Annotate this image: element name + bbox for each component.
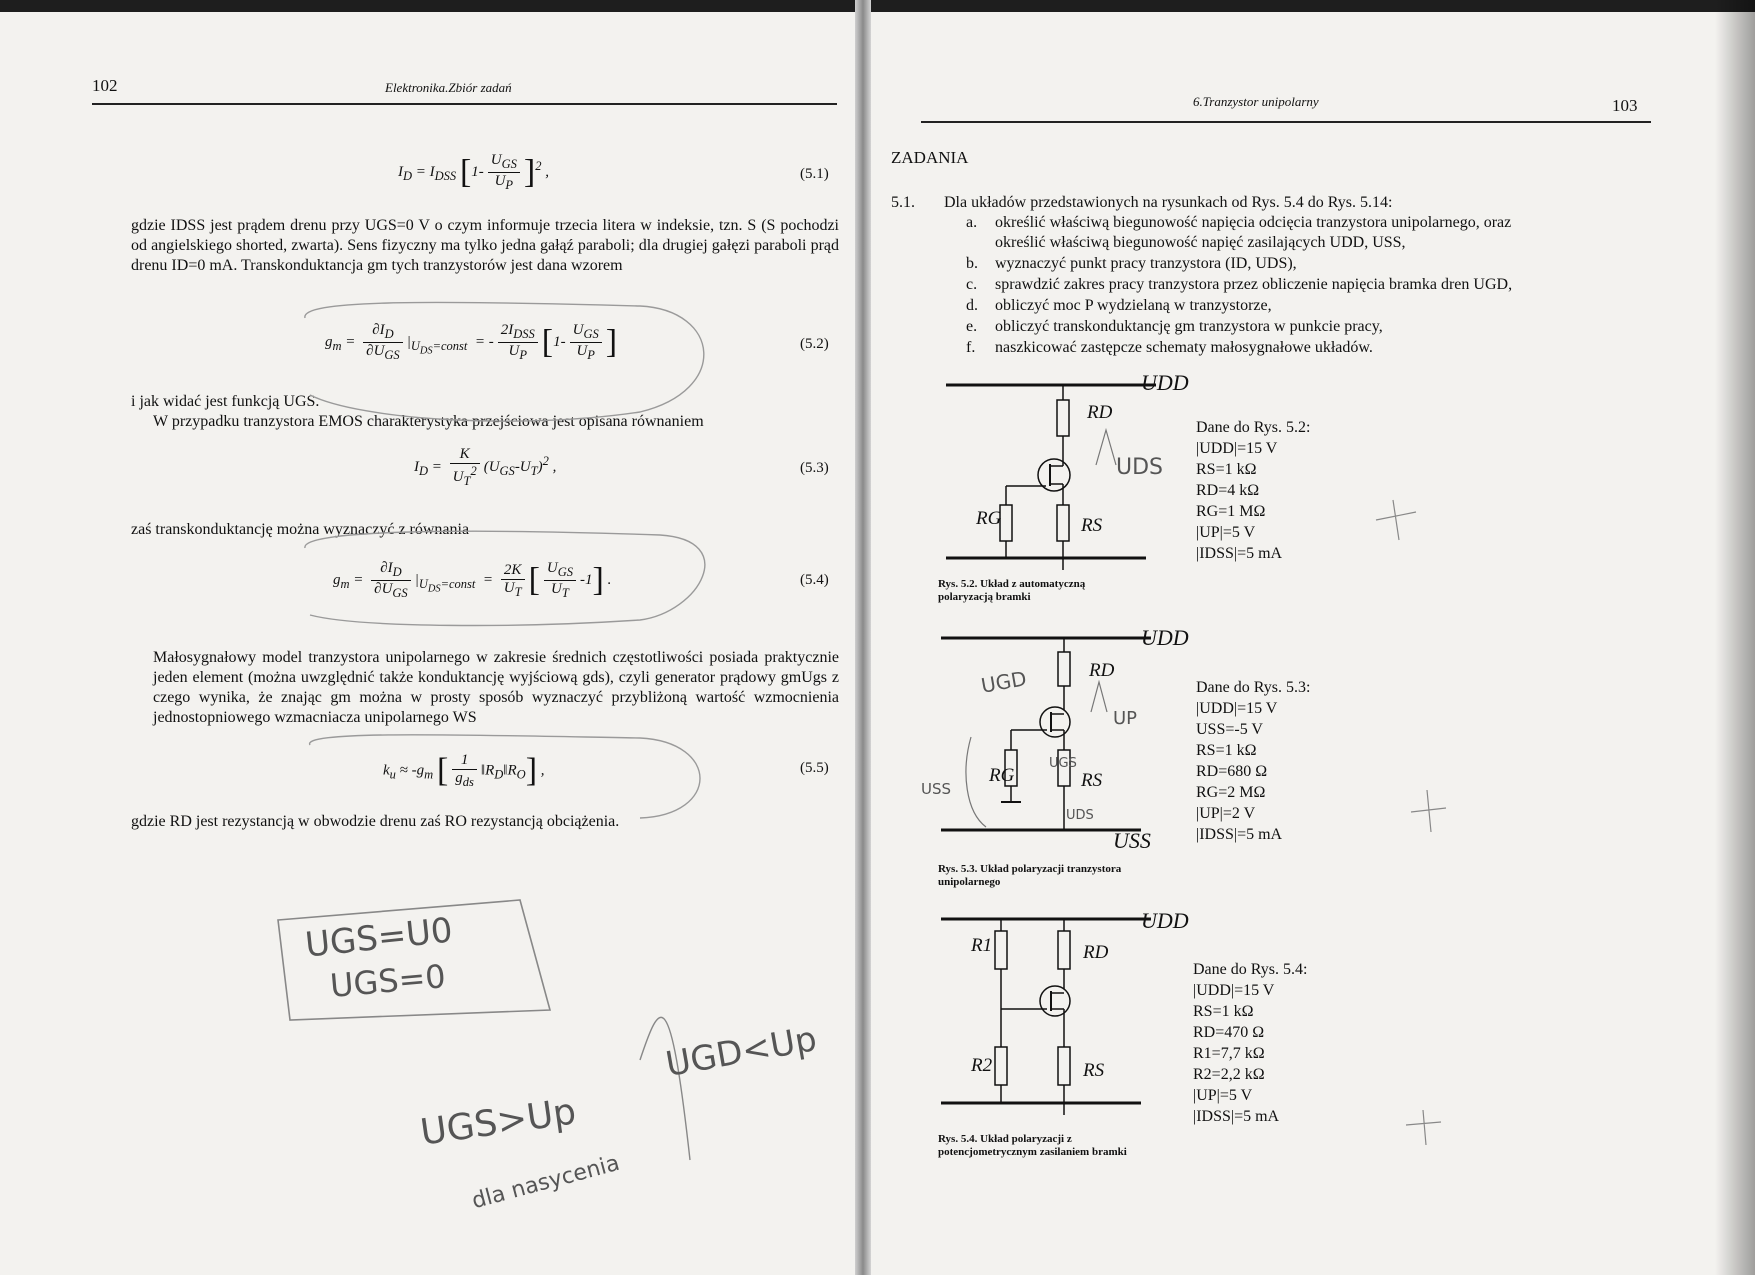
left-page <box>0 0 855 1275</box>
page-number: 103 <box>1612 96 1638 115</box>
handwritten-note: UP <box>1113 708 1138 729</box>
equation-number: (5.1) <box>800 166 829 182</box>
subtask-text: sprawdzić zakres pracy tranzystora przez obliczenie napięcia bramka dren UGD, <box>995 276 1513 293</box>
given-value: RG=2 MΩ <box>1196 784 1266 801</box>
given-value: RD=4 kΩ <box>1196 482 1260 499</box>
equation-number: (5.3) <box>800 460 829 476</box>
given-value: |UP|=5 V <box>1193 1087 1253 1104</box>
subtask-letter: a. <box>966 214 978 231</box>
equation-5-2: $g_m$ = $\frac{\partial I_D}{\partial U_{GS}}$ $|_{U_{DS}=const}$ = - $\frac{2I_{DSS}}{U_P}$ [1- $\frac{U_{GS}}{U_P}$ ] <box>325 322 618 362</box>
subtask-letter: e. <box>966 318 978 335</box>
paragraph: zaś transkonduktancję można wyznaczyć z równania <box>131 521 470 538</box>
given-value: |UDD|=15 V <box>1193 982 1275 999</box>
resistor-label: R2 <box>971 1055 993 1076</box>
resistor-label: RG <box>989 765 1015 786</box>
given-value: R1=7,7 kΩ <box>1193 1045 1265 1062</box>
paragraph: i jak widać jest funkcją UGS. <box>131 393 320 410</box>
pencil-crosses <box>871 0 1755 1275</box>
equation-number: (5.5) <box>800 760 829 776</box>
handwritten-note: UDS <box>1116 455 1164 480</box>
resistor-label: RD <box>1083 942 1109 963</box>
supply-label: UDD <box>1141 625 1189 650</box>
resistor-label: RD <box>1089 660 1115 681</box>
given-value: |UP|=2 V <box>1196 805 1256 822</box>
given-title: Dane do Rys. 5.3: <box>1196 679 1311 696</box>
handwritten-note: UDS <box>1066 808 1094 823</box>
right-page <box>871 0 1755 1275</box>
task-number: 5.1. <box>891 194 915 211</box>
handwritten-note: UGS=U0 <box>303 910 455 966</box>
task-intro: Dla układów przedstawionych na rysunkach od Rys. 5.4 do Rys. 5.14: <box>944 194 1393 211</box>
equation-5-3: $I_D$ = $\frac{K}{U_T^2}$ $(U_{GS}-U_T)^2$ , <box>414 446 557 488</box>
given-value: RD=680 Ω <box>1196 763 1268 780</box>
subtask-text: wyznaczyć punkt pracy tranzystora (ID, UDS), <box>995 255 1297 272</box>
paragraph: gdzie RD jest rezystancją w obwodzie drenu zaś RO rezystancją obciążenia. <box>131 813 620 830</box>
given-value: |IDSS|=5 mA <box>1193 1108 1280 1125</box>
equation-number: (5.4) <box>800 572 829 588</box>
subtask-letter: c. <box>966 276 978 293</box>
given-value: |UP|=5 V <box>1196 524 1256 541</box>
given-value: |UDD|=15 V <box>1196 700 1278 717</box>
given-value: R2=2,2 kΩ <box>1193 1066 1265 1083</box>
given-value: RS=1 kΩ <box>1193 1003 1254 1020</box>
figure-caption: Rys. 5.4. Układ polaryzacji z potencjometrycznym zasilaniem bramki <box>938 1133 1127 1158</box>
book-gutter <box>855 0 871 1275</box>
handwritten-note: USS <box>921 780 952 798</box>
supply-label: USS <box>1113 828 1151 853</box>
resistor-label: RS <box>1083 1060 1105 1081</box>
running-head: 6.Tranzystor unipolarny <box>1193 94 1319 109</box>
handwritten-note: UGD<Up <box>662 1019 820 1085</box>
subtask-letter: d. <box>966 297 978 314</box>
given-value: RG=1 MΩ <box>1196 503 1266 520</box>
equation-5-5: $k_u \approx -g_m$ [ $\frac{1}{g_{ds}}$ $‖R_D‖R_O$] , <box>383 752 545 789</box>
subtask-text: obliczyć moc P wydzielaną w tranzystorze, <box>995 297 1272 314</box>
given-value: RS=1 kΩ <box>1196 742 1257 759</box>
equation-number: (5.2) <box>800 336 829 352</box>
given-title: Dane do Rys. 5.2: <box>1196 419 1311 436</box>
section-title: ZADANIA <box>891 148 969 167</box>
resistor-label: RG <box>976 508 1002 529</box>
figure-caption: Rys. 5.3. Układ polaryzacji tranzystora unipolarnego <box>938 863 1122 888</box>
given-value: RS=1 kΩ <box>1196 461 1257 478</box>
equation-5-4: $g_m$ = $\frac{\partial I_D}{\partial U_{GS}}$ $|_{U_{DS}=const}$ = $\frac{2K}{U_T}$ [ $\frac{U_{GS}}{U_T}$ -1] . <box>333 560 612 600</box>
subtask-letter: b. <box>966 255 978 272</box>
subtask-text: określić właściwą biegunowość napięć zasilających UDD, USS, <box>995 234 1406 251</box>
resistor-label: R1 <box>971 935 993 956</box>
handwritten-note: UGD <box>979 666 1029 698</box>
running-head: Elektronika.Zbiór zadań <box>385 80 512 95</box>
given-value: RD=470 Ω <box>1193 1024 1265 1041</box>
given-value: |IDSS|=5 mA <box>1196 826 1283 843</box>
given-value: |IDSS|=5 mA <box>1196 545 1283 562</box>
subtask-text: określić właściwą biegunowość napięcia odcięcia tranzystora unipolarnego, oraz <box>995 214 1512 231</box>
figure-caption: Rys. 5.2. Układ z automatyczną polaryzacją bramki <box>938 578 1086 603</box>
page-number: 102 <box>92 76 118 95</box>
given-title: Dane do Rys. 5.4: <box>1193 961 1308 978</box>
paragraph: Małosygnałowy model tranzystora unipolarnego w zakresie średnich częstotliwości posiada praktycznie jeden element (można uwzględnić także konduktancję wyjściową gds), czyli generator prądowy gmUgs z czego wynika, że znając gm można w prosty sposób wyznaczyć przybliżoną wartość wzmocnienia jednostopniowego wzmacniacza unipolarnego WS <box>153 649 839 726</box>
given-value: |UDD|=15 V <box>1196 440 1278 457</box>
subtask-text: obliczyć transkonduktancję gm tranzystora w punkcie pracy, <box>995 318 1383 335</box>
handwritten-note: UGS <box>1049 756 1077 771</box>
handwritten-note: UGS>Up <box>417 1091 579 1154</box>
paragraph: gdzie IDSS jest prądem drenu przy UGS=0 V o czym informuje trzecia litera w indeksie, tzn. S (S pochodzi od angielskiego shorted, zwarta). Sens fizyczny ma tylko jedna gałąź paraboli; dla drugiej gałęzi paraboli prąd drenu ID=0 mA. Transkonduktancja gm tych tranzystorów jest dana wzorem <box>131 217 839 274</box>
handwritten-note: UGS=0 <box>328 957 448 1005</box>
supply-label: UDD <box>1141 370 1189 395</box>
pencil-markings <box>0 0 855 1275</box>
given-value: USS=-5 V <box>1196 721 1263 738</box>
paragraph: W przypadku tranzystora EMOS charakterystyka przejściowa jest opisana równaniem <box>153 413 704 430</box>
supply-label: UDD <box>1141 908 1189 933</box>
subtask-letter: f. <box>966 339 976 356</box>
handwritten-note: dla nasycenia <box>469 1150 623 1215</box>
resistor-label: RS <box>1081 515 1103 536</box>
resistor-label: RD <box>1087 402 1113 423</box>
subtask-text: naszkicować zastępcze schematy małosygnałowe układów. <box>995 339 1373 356</box>
resistor-label: RS <box>1081 770 1103 791</box>
equation-5-1: $I_D = I_{DSS}$ [1- $\frac{U_{GS}}{U_P}$ ]$^2$ , <box>398 152 549 192</box>
